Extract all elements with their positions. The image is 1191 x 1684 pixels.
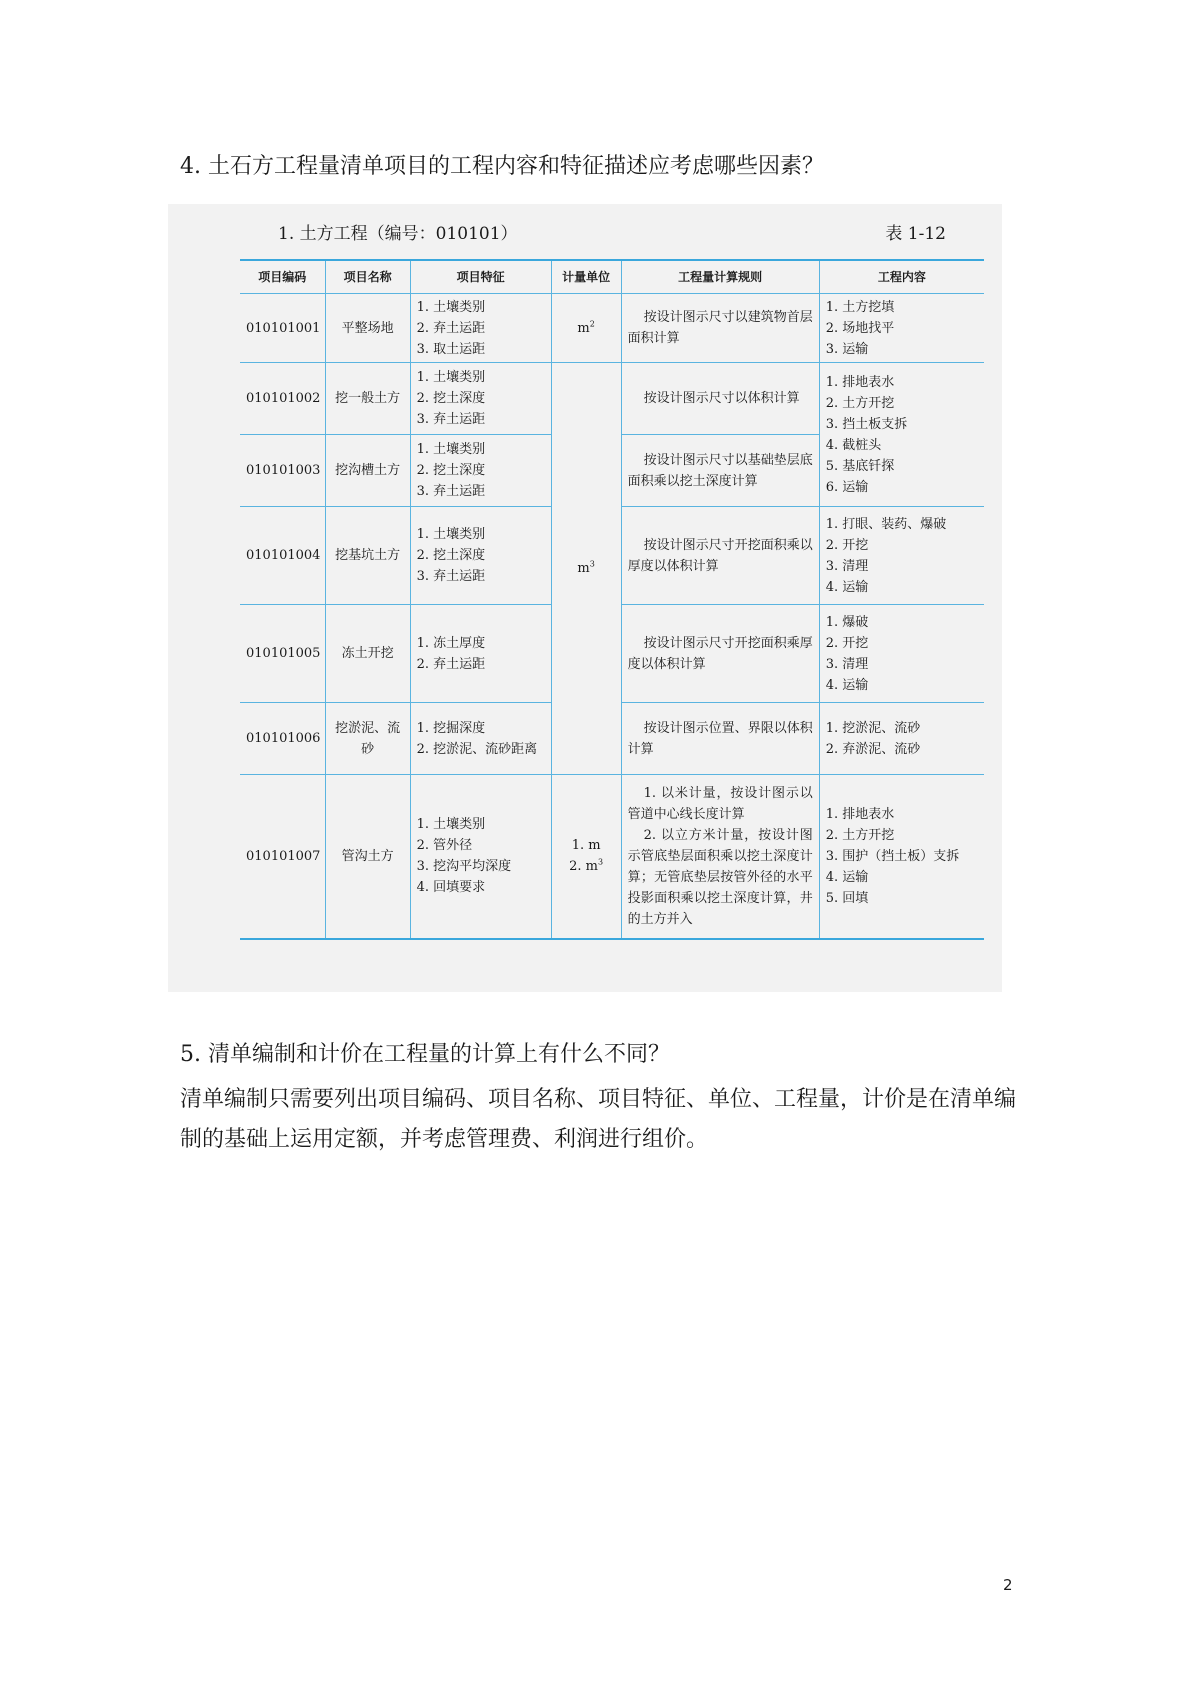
unit-base: m — [577, 561, 590, 576]
item-content — [819, 775, 984, 939]
feature-line: 2. 挖土深度 — [416, 391, 486, 406]
item-name: 挖基坑土方 — [325, 507, 410, 605]
content-line: 5. 回填 — [825, 890, 869, 906]
feature-line: 2. 挖土深度 — [416, 463, 486, 478]
table-row — [240, 775, 984, 939]
item-content — [819, 703, 984, 775]
content-line: 4. 运输 — [825, 677, 869, 693]
feature-line: 4. 回填要求 — [416, 880, 486, 896]
page-number: 2 — [1003, 1576, 1013, 1594]
item-rule — [621, 294, 819, 363]
item-code: 010101005 — [240, 605, 325, 703]
content-line: 5. 基底钎探 — [825, 458, 895, 474]
item-features — [410, 775, 551, 939]
item-content — [819, 507, 984, 605]
rule-text: 2. 以立方米计量，按设计图示管底垫层面积乘以挖土深度计算；无管底垫层按管外径的水平投影面积乘以挖土深度计算，井的土方并入 — [627, 827, 813, 927]
table-row — [240, 294, 984, 363]
rule-text: 按设计图示尺寸以体积计算 — [643, 391, 800, 406]
item-name: 挖一般土方 — [325, 363, 410, 435]
item-rule — [621, 363, 819, 435]
feature-line: 3. 挖沟平均深度 — [416, 859, 512, 875]
rule-text: 按设计图示尺寸开挖面积乘厚度以体积计算 — [627, 635, 813, 672]
item-features — [410, 363, 551, 435]
header-unit: 计量单位 — [551, 260, 621, 294]
unit-line: 1. m — [571, 838, 601, 854]
table-row — [240, 363, 984, 435]
content-line: 3. 挡土板支拆 — [825, 416, 908, 432]
header-code: 项目编码 — [240, 260, 325, 294]
item-unit — [551, 294, 621, 363]
table-number: 表 1-12 — [885, 224, 946, 244]
rule-text: 按设计图示位置、界限以体积计算 — [627, 720, 813, 757]
content-line: 2. 土方开挖 — [825, 827, 895, 843]
item-rule — [621, 703, 819, 775]
content-line: 2. 开挖 — [825, 537, 869, 553]
unit-exponent: 3 — [589, 559, 595, 569]
content-line: 1. 土方挖填 — [825, 299, 895, 315]
content-line: 4. 运输 — [825, 869, 869, 885]
content-line: 6. 运输 — [825, 479, 869, 495]
feature-line: 1. 土壤类别 — [416, 299, 486, 315]
table-header-row — [240, 260, 984, 294]
rule-text: 按设计图示尺寸以基础垫层底面积乘以挖土深度计算 — [627, 452, 813, 489]
feature-line: 3. 弃土运距 — [416, 569, 486, 584]
header-features: 项目特征 — [410, 260, 551, 294]
table-figure — [168, 204, 1002, 992]
item-features — [410, 294, 551, 363]
question-4-heading: 4. 土石方工程量清单项目的工程内容和特征描述应考虑哪些因素？ — [180, 154, 824, 179]
rule-text: 按设计图示尺寸开挖面积乘以厚度以体积计算 — [627, 537, 813, 574]
feature-line: 1. 土壤类别 — [416, 527, 486, 542]
content-line: 1. 排地表水 — [825, 806, 895, 822]
feature-line: 3. 弃土运距 — [416, 412, 486, 427]
item-name: 挖沟槽土方 — [325, 435, 410, 507]
content-line: 1. 排地表水 — [825, 374, 895, 390]
item-code: 010101004 — [240, 507, 325, 605]
header-name: 项目名称 — [325, 260, 410, 294]
item-features — [410, 435, 551, 507]
feature-line: 2. 管外径 — [416, 838, 473, 854]
feature-line: 1. 土壤类别 — [416, 370, 486, 385]
feature-line: 2. 弃土运距 — [416, 320, 486, 336]
earthwork-spec-table — [240, 259, 984, 940]
content-line: 1. 打眼、装药、爆破 — [825, 516, 947, 532]
item-name: 管沟土方 — [325, 775, 410, 939]
item-content — [819, 605, 984, 703]
unit-base: 2. m — [569, 859, 599, 875]
unit-exponent: 2 — [589, 319, 595, 329]
item-features — [410, 703, 551, 775]
content-line: 2. 土方开挖 — [825, 395, 895, 411]
item-code: 010101002 — [240, 363, 325, 435]
content-line: 3. 围护（挡土板）支拆 — [825, 848, 960, 864]
item-name: 平整场地 — [325, 294, 410, 363]
item-rule — [621, 775, 819, 939]
header-rule: 工程量计算规则 — [621, 260, 819, 294]
item-content — [819, 363, 984, 507]
feature-line: 1. 冻土厚度 — [416, 635, 486, 651]
feature-line: 1. 土壤类别 — [416, 817, 486, 833]
item-features — [410, 605, 551, 703]
item-code: 010101006 — [240, 703, 325, 775]
content-line: 1. 爆破 — [825, 614, 869, 630]
feature-line: 1. 土壤类别 — [416, 442, 486, 457]
content-line: 2. 开挖 — [825, 635, 869, 651]
feature-line: 3. 弃土运距 — [416, 484, 486, 499]
feature-line: 2. 挖土深度 — [416, 548, 486, 563]
item-rule — [621, 507, 819, 605]
content-line: 2. 场地找平 — [825, 320, 895, 336]
rule-text: 按设计图示尺寸以建筑物首层面积计算 — [627, 310, 813, 346]
content-line: 3. 清理 — [825, 656, 869, 672]
feature-line: 2. 挖淤泥、流砂距离 — [416, 741, 538, 757]
item-content — [819, 294, 984, 363]
feature-line: 2. 弃土运距 — [416, 656, 486, 672]
content-line: 1. 挖淤泥、流砂 — [825, 720, 921, 736]
header-content: 工程内容 — [819, 260, 984, 294]
content-line: 3. 运输 — [825, 341, 869, 357]
question-5-answer: 清单编制只需要列出项目编码、项目名称、项目特征、单位、工程量，计价是在清单编制的基础上运用定额，并考虑管理费、利润进行组价。 — [180, 1087, 1017, 1152]
content-line: 4. 截桩头 — [825, 437, 882, 453]
item-code: 010101003 — [240, 435, 325, 507]
item-name: 冻土开挖 — [325, 605, 410, 703]
item-name: 挖淤泥、流砂 — [325, 703, 410, 775]
unit-base: m — [577, 320, 590, 336]
content-line: 4. 运输 — [825, 579, 869, 595]
item-rule — [621, 605, 819, 703]
item-unit — [551, 363, 621, 775]
content-line: 3. 清理 — [825, 558, 869, 574]
item-code: 010101007 — [240, 775, 325, 939]
feature-line: 1. 挖掘深度 — [416, 720, 486, 736]
question-5-heading: 5. 清单编制和计价在工程量的计算上有什么不同？ — [180, 1042, 670, 1067]
unit-line — [558, 856, 615, 877]
item-unit — [551, 775, 621, 939]
unit-exponent: 3 — [598, 857, 604, 867]
table-caption: 1. 土方工程（编号：010101） — [278, 224, 518, 244]
item-rule — [621, 435, 819, 507]
item-code: 010101001 — [240, 294, 325, 363]
rule-text: 1. 以米计量，按设计图示以管道中心线长度计算 — [627, 785, 813, 822]
item-features — [410, 507, 551, 605]
content-line: 2. 弃淤泥、流砂 — [825, 741, 921, 757]
feature-line: 3. 取土运距 — [416, 341, 486, 357]
